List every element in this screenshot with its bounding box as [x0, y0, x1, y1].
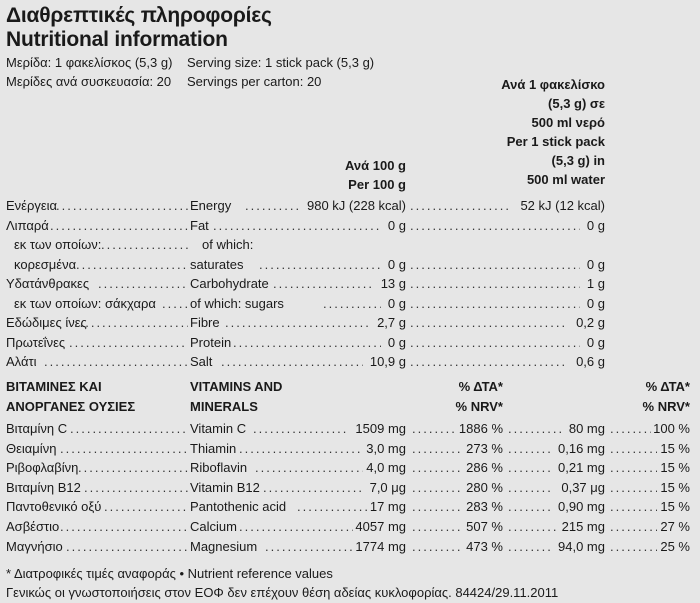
dot-leader — [239, 440, 363, 457]
vitamin-amount-per-stick: 80 mg — [568, 421, 605, 436]
vitamin-english-label: Vitamin B12 — [190, 479, 260, 495]
servings-per-carton-greek: Μερίδες ανά συσκευασία: 20 — [6, 74, 172, 89]
dot-leader — [104, 498, 188, 515]
dot-leader — [508, 498, 554, 515]
dot-leader — [70, 420, 188, 437]
vitamin-nrv-per-100g: 473 % — [466, 538, 503, 554]
nutrient-value-per-stick: 0 g — [586, 217, 605, 233]
nutrient-value-per-100g: 13 g — [380, 276, 406, 291]
vitamins-header-english: VITAMINS AND — [190, 379, 283, 394]
dot-leader — [239, 518, 353, 535]
dot-leader — [162, 295, 188, 312]
dot-leader — [610, 479, 657, 496]
nutrient-greek-label: Υδατάνθρακες — [6, 276, 90, 291]
dot-leader — [410, 217, 580, 234]
dot-leader — [76, 256, 188, 273]
per-stick-header-line: 500 ml νερό — [531, 115, 605, 130]
nutrient-greek-label: εκ των οποίων: — [14, 237, 102, 252]
nutrient-english-label: Protein — [190, 334, 232, 350]
vitamin-nrv-per-100g: 280 % — [466, 479, 503, 495]
nutrient-value-per-stick: 0 g — [586, 256, 605, 272]
vitamins-header-greek: ΑΝΟΡΓΑΝΕΣ ΟΥΣΙΕΣ — [6, 399, 136, 414]
servings-per-carton-english: Servings per carton: 20 — [187, 74, 322, 89]
dot-leader — [508, 479, 554, 496]
vitamin-greek-label: Ριβοφλαβίνη — [6, 460, 79, 476]
dot-leader — [410, 334, 580, 351]
dot-leader — [610, 498, 657, 515]
dot-leader — [255, 459, 363, 476]
nutrient-value-per-stick: 0 g — [586, 295, 605, 311]
dot-leader — [323, 295, 381, 312]
dot-leader — [410, 353, 568, 370]
vitamin-english-label: Calcium — [190, 519, 237, 534]
vitamin-amount-per-stick: 0,37 μg — [561, 479, 605, 495]
dot-leader — [410, 275, 580, 292]
dot-leader — [245, 197, 299, 214]
nutrient-value-per-100g: 2,7 g — [377, 315, 406, 330]
vitamin-nrv-per-100g: 507 % — [466, 519, 503, 534]
dot-leader — [50, 217, 188, 234]
dot-leader — [412, 420, 454, 437]
per-stick-header-line: Per 1 stick pack — [506, 134, 605, 149]
vitamin-nrv-per-stick: 100 % — [653, 421, 690, 436]
vitamin-greek-label: Μαγνήσιο — [6, 538, 63, 554]
vitamin-amount-per-100g: 17 mg — [369, 499, 406, 515]
vitamin-nrv-per-stick: 15 % — [660, 479, 690, 495]
vitamin-amount-per-100g: 1509 mg — [355, 421, 406, 436]
dot-leader — [410, 197, 510, 214]
vitamin-amount-per-100g: 4,0 mg — [366, 460, 406, 476]
dot-leader — [412, 459, 460, 476]
vitamin-amount-per-stick: 215 mg — [561, 519, 605, 534]
nutrient-value-per-100g: 980 kJ (228 kcal) — [307, 198, 406, 213]
vitamin-nrv-per-stick: 27 % — [660, 519, 690, 534]
dot-leader — [410, 256, 580, 273]
nutrient-greek-label: Αλάτι — [6, 354, 37, 369]
dot-leader — [221, 353, 363, 370]
dot-leader — [101, 236, 188, 253]
nutrient-english-label: of which: sugars — [190, 295, 284, 311]
dot-leader — [412, 498, 460, 515]
nrv-per-100g-header: % ΔΤΑ* — [458, 379, 503, 394]
vitamin-greek-label: Βιταμίνη B12 — [6, 479, 81, 495]
vitamin-amount-per-100g: 4057 mg — [355, 519, 406, 534]
nrv-per-stick-header: % ΔΤΑ* — [645, 379, 690, 394]
vitamin-nrv-per-100g: 273 % — [466, 440, 503, 456]
dot-leader — [213, 217, 381, 234]
nutrient-english-label: Carbohydrate — [190, 276, 269, 291]
dot-leader — [98, 275, 188, 292]
vitamin-english-label: Pantothenic acid — [190, 499, 287, 515]
dot-leader — [233, 334, 381, 351]
dot-leader — [610, 440, 657, 457]
dot-leader — [508, 440, 554, 457]
nutrient-english-label: of which: — [202, 237, 254, 252]
dot-leader — [610, 459, 657, 476]
dot-leader — [69, 334, 188, 351]
dot-leader — [508, 459, 554, 476]
vitamin-amount-per-stick: 0,21 mg — [558, 460, 605, 476]
nutrient-greek-label: Πρωτεΐνες — [6, 334, 66, 350]
nrv-per-stick-header: % NRV* — [642, 399, 690, 414]
dot-leader — [412, 440, 460, 457]
vitamin-greek-label: Θειαμίνη — [6, 440, 57, 456]
dot-leader — [508, 538, 554, 555]
dot-leader — [56, 197, 188, 214]
dot-leader — [66, 538, 188, 555]
nutrient-value-per-100g: 0 g — [387, 334, 406, 350]
vitamin-greek-label: Βιταμίνη C — [6, 421, 68, 436]
dot-leader — [78, 459, 188, 476]
vitamins-header-greek: ΒΙΤΑΜΙΝΕΣ ΚΑΙ — [6, 379, 102, 394]
dot-leader — [610, 518, 657, 535]
nutrient-english-label: Salt — [190, 354, 213, 369]
dot-leader — [610, 420, 651, 437]
nutrient-greek-label: Λιπαρά — [6, 217, 49, 233]
nutrient-value-per-100g: 10,9 g — [369, 354, 406, 369]
per-stick-header-line: (5,3 g) σε — [548, 96, 605, 111]
nutrient-english-label: Fibre — [190, 315, 220, 330]
nutrient-value-per-100g: 0 g — [387, 256, 406, 272]
vitamin-amount-per-stick: 0,16 mg — [558, 440, 605, 456]
nutrient-greek-label: Εδώδιμες ίνες — [6, 315, 87, 330]
nutrient-english-label: Energy — [190, 198, 232, 213]
nutrient-value-per-stick: 1 g — [586, 276, 605, 291]
nutrient-english-label: Fat — [190, 217, 209, 233]
per-stick-header-line: 500 ml water — [526, 172, 605, 187]
nutrient-greek-label: Ενέργεια — [6, 198, 58, 213]
vitamin-english-label: Vitamin C — [190, 421, 247, 436]
vitamin-amount-per-100g: 1774 mg — [355, 538, 406, 554]
dot-leader — [253, 420, 347, 437]
nutrient-value-per-stick: 0 g — [586, 334, 605, 350]
vitamin-english-label: Magnesium — [190, 538, 258, 554]
per-stick-header-line: (5,3 g) in — [551, 153, 605, 168]
footnote-eof: Γενικώς οι γνωστοποιήσεις στον ΕΟΦ δεν επέχουν θέση αδείας κυκλοφορίας. 84424/29.11.2011 — [6, 585, 559, 600]
serving-size-english: Serving size: 1 stick pack (5,3 g) — [187, 55, 375, 70]
vitamin-nrv-per-stick: 15 % — [660, 499, 690, 515]
nutrient-english-label: saturates — [190, 256, 244, 272]
nutrient-greek-label: εκ των οποίων: σάκχαρα — [14, 295, 156, 311]
vitamin-nrv-per-stick: 25 % — [660, 538, 690, 554]
serving-size-greek: Μερίδα: 1 φακελίσκος (5,3 g) — [6, 55, 173, 70]
nutrient-greek-label: κορεσμένα — [14, 256, 77, 272]
vitamin-amount-per-stick: 94,0 mg — [558, 538, 605, 554]
dot-leader — [410, 295, 580, 312]
vitamin-greek-label: Παντοθενικό οξύ — [6, 499, 102, 515]
dot-leader — [508, 518, 558, 535]
vitamin-nrv-per-100g: 286 % — [466, 460, 503, 476]
vitamin-english-label: Riboflavin — [190, 460, 248, 476]
dot-leader — [297, 498, 369, 515]
nutrient-value-per-stick: 0,2 g — [576, 315, 605, 330]
title-english: Nutritional information — [6, 28, 228, 51]
per-stick-header-line: Ανά 1 φακελίσκο — [501, 77, 605, 92]
vitamin-nrv-per-stick: 15 % — [660, 440, 690, 456]
per-100g-header-line: Ανά 100 g — [345, 158, 406, 173]
dot-leader — [225, 314, 369, 331]
dot-leader — [410, 314, 568, 331]
vitamin-nrv-per-100g: 1886 % — [458, 421, 503, 436]
vitamin-nrv-per-100g: 283 % — [466, 499, 503, 515]
vitamin-nrv-per-stick: 15 % — [660, 460, 690, 476]
dot-leader — [60, 440, 188, 457]
footnote-nrv: * Διατροφικές τιμές αναφοράς • Nutrient reference values — [6, 566, 333, 581]
dot-leader — [412, 518, 460, 535]
dot-leader — [263, 479, 365, 496]
vitamin-amount-per-100g: 3,0 mg — [366, 440, 406, 456]
dot-leader — [412, 479, 460, 496]
vitamin-english-label: Thiamin — [190, 440, 237, 456]
dot-leader — [44, 353, 188, 370]
dot-leader — [60, 518, 188, 535]
nrv-per-100g-header: % NRV* — [455, 399, 503, 414]
dot-leader — [273, 275, 373, 292]
dot-leader — [610, 538, 657, 555]
dot-leader — [74, 314, 188, 331]
nutrient-value-per-stick: 52 kJ (12 kcal) — [520, 198, 605, 213]
nutrient-value-per-100g: 0 g — [387, 295, 406, 311]
dot-leader — [265, 538, 353, 555]
vitamin-amount-per-stick: 0,90 mg — [558, 499, 605, 515]
vitamins-header-english: MINERALS — [190, 399, 258, 414]
title-greek: Διαθρεπτικές πληροφορίες — [6, 4, 272, 27]
nutrient-value-per-100g: 0 g — [387, 217, 406, 233]
dot-leader — [412, 538, 460, 555]
vitamin-greek-label: Ασβέστιο — [6, 519, 60, 534]
nutrient-value-per-stick: 0,6 g — [576, 354, 605, 369]
dot-leader — [84, 479, 188, 496]
dot-leader — [508, 420, 562, 437]
vitamin-amount-per-100g: 7,0 μg — [369, 479, 406, 495]
per-100g-header-line: Per 100 g — [348, 177, 406, 192]
dot-leader — [259, 256, 381, 273]
